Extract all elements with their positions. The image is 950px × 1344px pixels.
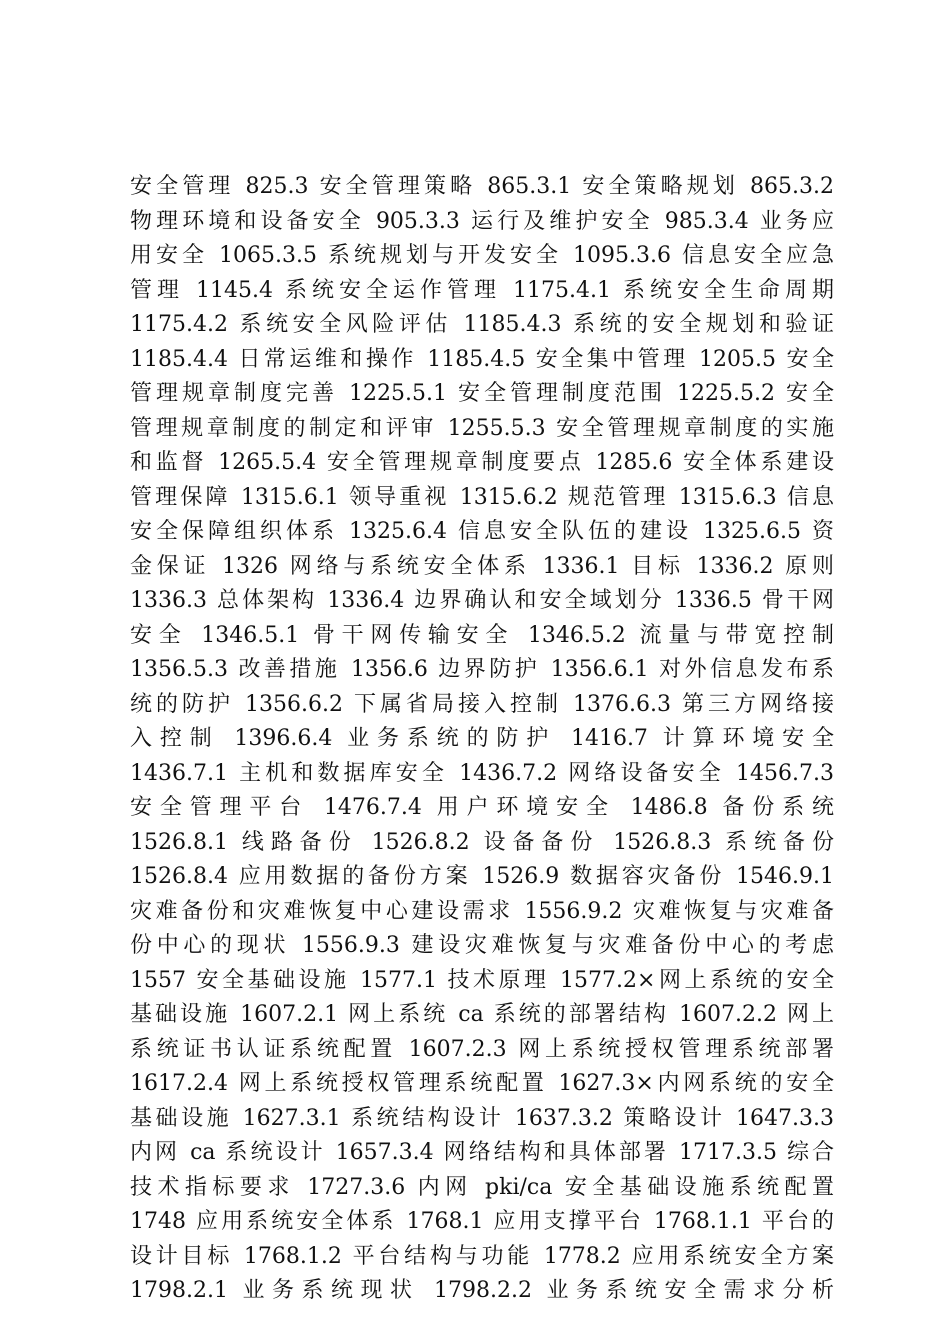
- text-line: 1356.5.3 改善措施 1356.6 边界防护 1356.6.1 对外信息发布系: [130, 657, 834, 682]
- text-line: 1175.4.2 系统安全风险评估 1185.4.3 系统的安全规划和验证: [130, 312, 834, 337]
- text-line: 统的防护 1356.6.2 下属省局接入控制 1376.6.3 第三方网络接: [130, 691, 834, 717]
- text-line: 管理规章制度的制定和评审 1255.5.3 安全管理规章制度的实施: [130, 415, 834, 441]
- text-line: 物理环境和设备安全 905.3.3 运行及维护安全 985.3.4 业务应: [130, 208, 834, 234]
- text-line: 1436.7.1 主机和数据库安全 1436.7.2 网络设备安全 1456.7.3: [130, 760, 834, 786]
- text-line: 基础设施 1607.2.1 网上系统 ca 系统的部署结构 1607.2.2 网上: [130, 1002, 834, 1027]
- text-line: 1798.2.1 业务系统现状 1798.2.2 业务系统安全需求分析: [130, 1278, 834, 1303]
- text-line: 1557 安全基础设施 1577.1 技术原理 1577.2×网上系统的安全: [130, 967, 834, 993]
- text-line: 设计目标 1768.1.2 平台结构与功能 1778.2 应用系统安全方案: [130, 1243, 834, 1269]
- text-line: 1748 应用系统安全体系 1768.1 应用支撑平台 1768.1.1 平台的: [130, 1209, 834, 1234]
- text-line: 1617.2.4 网上系统授权管理系统配置 1627.3×内网系统的安全: [130, 1071, 834, 1096]
- text-line: 1526.8.4 应用数据的备份方案 1526.9 数据容灾备份 1546.9.1: [130, 864, 834, 889]
- toc-text-block: [130, 170, 834, 1309]
- text-line: 灾难备份和灾难恢复中心建设需求 1556.9.2 灾难恢复与灾难备: [130, 898, 834, 924]
- text-line: 安全 1346.5.1 骨干网传输安全 1346.5.2 流量与带宽控制: [130, 622, 834, 648]
- text-line: 1185.4.4 日常运维和操作 1185.4.5 安全集中管理 1205.5 安全: [130, 346, 834, 372]
- text-line: 技术指标要求 1727.3.6 内网 pki/ca 安全基础设施系统配置: [130, 1174, 834, 1200]
- text-line: 管理 1145.4 系统安全运作管理 1175.4.1 系统安全生命周期: [130, 277, 834, 303]
- text-line: 管理规章制度完善 1225.5.1 安全管理制度范围 1225.5.2 安全: [130, 381, 834, 406]
- text-line: 金保证 1326 网络与系统安全体系 1336.1 目标 1336.2 原则: [130, 553, 834, 579]
- text-line: 入控制 1396.6.4 业务系统的防护 1416.7 计算环境安全: [130, 726, 834, 751]
- text-line: 份中心的现状 1556.9.3 建设灾难恢复与灾难备份中心的考虑: [130, 933, 834, 958]
- text-line: 基础设施 1627.3.1 系统结构设计 1637.3.2 策略设计 1647.3.3: [130, 1105, 834, 1131]
- text-line: 安全管理平台 1476.7.4 用户环境安全 1486.8 备份系统: [130, 795, 834, 820]
- text-line: 1526.8.1 线路备份 1526.8.2 设备备份 1526.8.3 系统备份: [130, 829, 834, 855]
- text-line: 安全保障组织体系 1325.6.4 信息安全队伍的建设 1325.6.5 资: [130, 519, 834, 544]
- text-line: 管理保障 1315.6.1 领导重视 1315.6.2 规范管理 1315.6.3 信息: [130, 484, 834, 510]
- text-line: 用安全 1065.3.5 系统规划与开发安全 1095.3.6 信息安全应急: [130, 243, 834, 268]
- text-line: 内网 ca 系统设计 1657.3.4 网络结构和具体部署 1717.3.5 综合: [130, 1140, 834, 1165]
- text-line: 1336.3 总体架构 1336.4 边界确认和安全域划分 1336.5 骨干网: [130, 588, 834, 613]
- text-line: 系统证书认证系统配置 1607.2.3 网上系统授权管理系统部署: [130, 1036, 834, 1062]
- text-line: 和监督 1265.5.4 安全管理规章制度要点 1285.6 安全体系建设: [130, 450, 834, 475]
- text-line: 安全管理 825.3 安全管理策略 865.3.1 安全策略规划 865.3.2: [130, 174, 834, 199]
